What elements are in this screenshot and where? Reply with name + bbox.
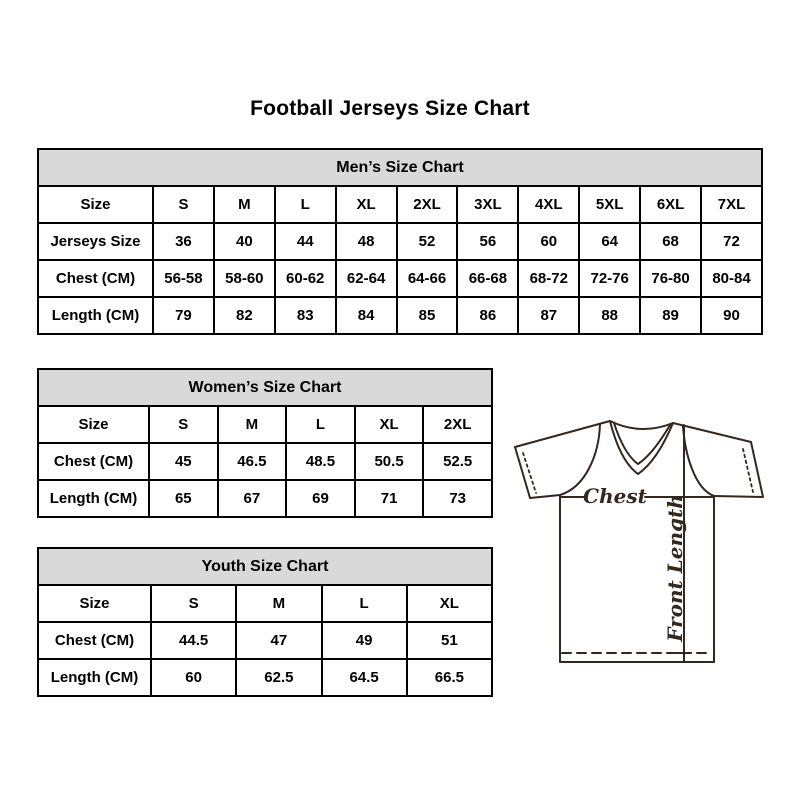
table-row bbox=[38, 406, 492, 443]
jersey-right-sleeve bbox=[673, 423, 763, 497]
value-cell: 49 bbox=[322, 622, 407, 659]
value-cell: M bbox=[236, 585, 321, 622]
value-cell: L bbox=[286, 406, 355, 443]
front-length-measure-label: Front Length bbox=[663, 494, 687, 642]
table-row bbox=[38, 297, 762, 334]
value-cell: L bbox=[275, 186, 336, 223]
value-cell: 60 bbox=[151, 659, 236, 696]
value-cell: 3XL bbox=[457, 186, 518, 223]
table-row bbox=[38, 186, 762, 223]
value-cell: M bbox=[218, 406, 287, 443]
value-cell: 88 bbox=[579, 297, 640, 334]
row-label-cell: Jerseys Size bbox=[38, 223, 153, 260]
value-cell: 62.5 bbox=[236, 659, 321, 696]
value-cell: 36 bbox=[153, 223, 214, 260]
value-cell: 69 bbox=[286, 480, 355, 517]
value-cell: 58-60 bbox=[214, 260, 275, 297]
table-header-row bbox=[38, 149, 762, 186]
value-cell: S bbox=[149, 406, 218, 443]
jersey-left-cuff-stitch bbox=[523, 453, 536, 493]
table-row bbox=[38, 659, 492, 696]
row-label-cell: Size bbox=[38, 585, 151, 622]
row-label-cell: Length (CM) bbox=[38, 659, 151, 696]
table-row bbox=[38, 480, 492, 517]
value-cell: 85 bbox=[397, 297, 458, 334]
table-row bbox=[38, 260, 762, 297]
value-cell: 64-66 bbox=[397, 260, 458, 297]
youth-size-table bbox=[37, 547, 493, 697]
table-header-row bbox=[38, 548, 492, 585]
page-title: Football Jerseys Size Chart bbox=[250, 97, 530, 120]
value-cell: 64 bbox=[579, 223, 640, 260]
value-cell: 89 bbox=[640, 297, 701, 334]
value-cell: 6XL bbox=[640, 186, 701, 223]
value-cell: L bbox=[322, 585, 407, 622]
value-cell: 83 bbox=[275, 297, 336, 334]
value-cell: 56-58 bbox=[153, 260, 214, 297]
value-cell: 5XL bbox=[579, 186, 640, 223]
value-cell: 56 bbox=[457, 223, 518, 260]
value-cell: 60 bbox=[518, 223, 579, 260]
jersey-right-cuff-stitch bbox=[743, 449, 753, 492]
womens-size-table bbox=[37, 368, 493, 518]
jersey-body-outline bbox=[560, 495, 714, 662]
value-cell: 73 bbox=[423, 480, 492, 517]
jersey-collar-back bbox=[610, 421, 673, 429]
value-cell: S bbox=[153, 186, 214, 223]
value-cell: 66.5 bbox=[407, 659, 492, 696]
row-label-cell: Chest (CM) bbox=[38, 622, 151, 659]
value-cell: S bbox=[151, 585, 236, 622]
value-cell: 84 bbox=[336, 297, 397, 334]
value-cell: 62-64 bbox=[336, 260, 397, 297]
value-cell: 82 bbox=[214, 297, 275, 334]
value-cell: 71 bbox=[355, 480, 424, 517]
mens-table-title: Men’s Size Chart bbox=[38, 149, 762, 186]
value-cell: 67 bbox=[218, 480, 287, 517]
value-cell: 51 bbox=[407, 622, 492, 659]
value-cell: 80-84 bbox=[701, 260, 762, 297]
value-cell: 4XL bbox=[518, 186, 579, 223]
womens-table-title: Women’s Size Chart bbox=[38, 369, 492, 406]
value-cell: 76-80 bbox=[640, 260, 701, 297]
youth-table-title: Youth Size Chart bbox=[38, 548, 492, 585]
table-row bbox=[38, 622, 492, 659]
value-cell: 7XL bbox=[701, 186, 762, 223]
jersey-measurement-diagram bbox=[496, 398, 781, 683]
value-cell: 66-68 bbox=[457, 260, 518, 297]
table-row bbox=[38, 585, 492, 622]
value-cell: XL bbox=[407, 585, 492, 622]
table-row bbox=[38, 223, 762, 260]
table-header-row bbox=[38, 369, 492, 406]
jersey-right-armhole bbox=[683, 426, 714, 496]
value-cell: 90 bbox=[701, 297, 762, 334]
row-label-cell: Length (CM) bbox=[38, 480, 149, 517]
value-cell: 65 bbox=[149, 480, 218, 517]
value-cell: 87 bbox=[518, 297, 579, 334]
row-label-cell: Length (CM) bbox=[38, 297, 153, 334]
value-cell: 47 bbox=[236, 622, 321, 659]
value-cell: 2XL bbox=[423, 406, 492, 443]
value-cell: 60-62 bbox=[275, 260, 336, 297]
row-label-cell: Size bbox=[38, 406, 149, 443]
value-cell: 50.5 bbox=[355, 443, 424, 480]
value-cell: 44.5 bbox=[151, 622, 236, 659]
value-cell: XL bbox=[336, 186, 397, 223]
mens-size-table bbox=[37, 148, 763, 335]
value-cell: 45 bbox=[149, 443, 218, 480]
value-cell: 2XL bbox=[397, 186, 458, 223]
value-cell: 79 bbox=[153, 297, 214, 334]
row-label-cell: Chest (CM) bbox=[38, 443, 149, 480]
value-cell: M bbox=[214, 186, 275, 223]
value-cell: 72-76 bbox=[579, 260, 640, 297]
value-cell: 68-72 bbox=[518, 260, 579, 297]
value-cell: 46.5 bbox=[218, 443, 287, 480]
value-cell: 48 bbox=[336, 223, 397, 260]
value-cell: 52 bbox=[397, 223, 458, 260]
value-cell: 52.5 bbox=[423, 443, 492, 480]
row-label-cell: Size bbox=[38, 186, 153, 223]
value-cell: 68 bbox=[640, 223, 701, 260]
chest-measure-label: Chest bbox=[583, 484, 647, 508]
value-cell: 44 bbox=[275, 223, 336, 260]
value-cell: 64.5 bbox=[322, 659, 407, 696]
value-cell: 72 bbox=[701, 223, 762, 260]
table-row bbox=[38, 443, 492, 480]
value-cell: 86 bbox=[457, 297, 518, 334]
value-cell: 48.5 bbox=[286, 443, 355, 480]
value-cell: 40 bbox=[214, 223, 275, 260]
value-cell: XL bbox=[355, 406, 424, 443]
row-label-cell: Chest (CM) bbox=[38, 260, 153, 297]
